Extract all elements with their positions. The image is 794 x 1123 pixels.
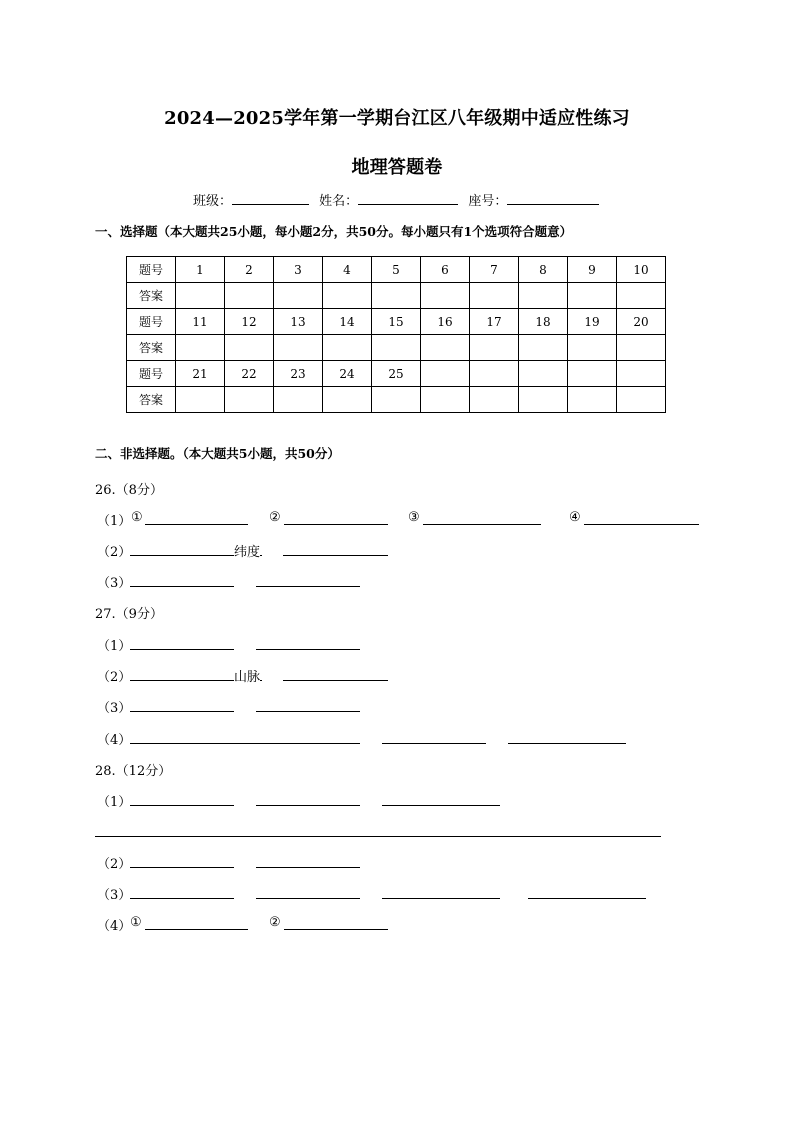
q27-title: 27.（9分） (95, 607, 163, 622)
question-number: 6 (421, 257, 470, 283)
question-number: 8 (519, 257, 568, 283)
student-info (193, 190, 599, 209)
answer-table (126, 256, 666, 413)
answer-cell[interactable] (519, 283, 568, 309)
q28-part1-label: （1） (97, 795, 132, 810)
question-number: 7 (470, 257, 519, 283)
answer-line[interactable] (130, 743, 360, 744)
table-row (127, 361, 666, 387)
q26-part1-label: （1） (97, 514, 132, 529)
answer-cell[interactable] (617, 283, 666, 309)
seat-field[interactable] (507, 192, 599, 205)
question-number: 1 (176, 257, 225, 283)
row-label-question: 题号 (127, 257, 176, 283)
answer-line[interactable] (256, 898, 360, 899)
answer-cell[interactable] (421, 335, 470, 361)
q26-part2-label: （2） (97, 545, 132, 560)
q26-part3-label: （3） (97, 576, 132, 591)
answer-cell[interactable] (176, 387, 225, 413)
table-row (127, 335, 666, 361)
answer-cell[interactable] (470, 387, 519, 413)
question-number: 3 (274, 257, 323, 283)
class-label: 班级： (193, 194, 233, 209)
answer-line[interactable] (256, 805, 360, 806)
q26-circle-4: ④ (569, 510, 581, 525)
q27-part2-label: （2） (97, 670, 132, 685)
answer-cell[interactable] (372, 335, 421, 361)
answer-cell[interactable] (274, 387, 323, 413)
answer-line[interactable] (382, 898, 500, 899)
question-number: 17 (470, 309, 519, 335)
question-number: 9 (568, 257, 617, 283)
answer-cell[interactable] (225, 283, 274, 309)
section1-heading: 一、选择题（本大题共25小题，每小题2分，共50分。每小题只有1个选项符合题意） (95, 224, 573, 239)
question-number: 13 (274, 309, 323, 335)
question-number: 11 (176, 309, 225, 335)
q27-mountain-word: 山脉 (234, 666, 260, 685)
question-number: 20 (617, 309, 666, 335)
answer-cell[interactable] (225, 335, 274, 361)
answer-line[interactable] (508, 743, 626, 744)
question-number: 15 (372, 309, 421, 335)
answer-cell[interactable] (617, 335, 666, 361)
answer-cell[interactable] (568, 335, 617, 361)
q26-latitude-word: 纬度 (234, 541, 260, 560)
answer-line[interactable] (256, 586, 360, 587)
exam-title: 2024—2025学年第一学期台江区八年级期中适应性练习 (164, 108, 630, 129)
q26-circle-1: ① (131, 510, 143, 525)
answer-cell[interactable] (421, 387, 470, 413)
answer-line[interactable] (528, 898, 646, 899)
table-row (127, 283, 666, 309)
q27-part4-label: （4） (97, 733, 132, 748)
section2-heading: 二、非选择题。（本大题共5小题，共50分） (95, 446, 340, 461)
question-number: 24 (323, 361, 372, 387)
question-number (568, 361, 617, 387)
answer-line[interactable] (130, 649, 234, 650)
answer-cell[interactable] (568, 387, 617, 413)
q28-title: 28.（12分） (95, 764, 172, 779)
question-number: 18 (519, 309, 568, 335)
answer-cell[interactable] (372, 387, 421, 413)
question-number: 22 (225, 361, 274, 387)
name-label: 姓名： (319, 194, 359, 209)
question-number: 4 (323, 257, 372, 283)
answer-line[interactable] (130, 586, 234, 587)
seat-label: 座号： (468, 194, 508, 209)
q28-part3-label: （3） (97, 888, 132, 903)
answer-cell[interactable] (225, 387, 274, 413)
answer-line[interactable] (130, 867, 234, 868)
answer-line[interactable] (423, 524, 541, 525)
answer-cell[interactable] (274, 335, 323, 361)
question-number: 16 (421, 309, 470, 335)
q27-part1-label: （1） (97, 639, 132, 654)
answer-line[interactable] (284, 524, 388, 525)
answer-cell[interactable] (617, 387, 666, 413)
answer-cell[interactable] (176, 335, 225, 361)
answer-line[interactable] (130, 711, 234, 712)
question-number: 25 (372, 361, 421, 387)
row-label-answer: 答案 (127, 283, 176, 309)
q28-circle-1: ① (130, 915, 142, 930)
question-number (519, 361, 568, 387)
question-number (421, 361, 470, 387)
answer-line[interactable] (382, 743, 486, 744)
answer-line[interactable] (256, 711, 360, 712)
answer-line[interactable] (130, 805, 234, 806)
answer-line[interactable] (584, 524, 699, 525)
answer-line[interactable] (130, 898, 234, 899)
name-field[interactable] (358, 192, 458, 205)
answer-cell[interactable] (470, 283, 519, 309)
row-label-answer: 答案 (127, 387, 176, 413)
answer-line[interactable] (382, 805, 500, 806)
exam-subtitle: 地理答题卷 (351, 157, 443, 178)
q27-part3-label: （3） (97, 701, 132, 716)
answer-cell[interactable] (568, 283, 617, 309)
answer-line[interactable] (284, 929, 388, 930)
answer-cell[interactable] (323, 387, 372, 413)
table-row (127, 387, 666, 413)
answer-line[interactable] (145, 524, 248, 525)
class-field[interactable] (232, 192, 309, 205)
answer-cell[interactable] (372, 283, 421, 309)
answer-cell[interactable] (519, 387, 568, 413)
question-number: 21 (176, 361, 225, 387)
answer-line[interactable] (95, 836, 661, 837)
question-number: 12 (225, 309, 274, 335)
answer-cell[interactable] (421, 283, 470, 309)
q26-circle-3: ③ (408, 510, 420, 525)
row-label-answer: 答案 (127, 335, 176, 361)
question-number: 2 (225, 257, 274, 283)
row-label-question: 题号 (127, 361, 176, 387)
answer-line[interactable] (145, 929, 248, 930)
answer-cell[interactable] (519, 335, 568, 361)
question-number: 5 (372, 257, 421, 283)
q28-part4-label: （4） (97, 919, 132, 934)
table-row (127, 257, 666, 283)
question-number (470, 361, 519, 387)
answer-line[interactable] (283, 555, 388, 556)
answer-cell[interactable] (323, 335, 372, 361)
answer-line[interactable] (283, 680, 388, 681)
question-number: 19 (568, 309, 617, 335)
q28-circle-2: ② (269, 915, 281, 930)
q28-part2-label: （2） (97, 857, 132, 872)
answer-cell[interactable] (274, 283, 323, 309)
answer-line[interactable] (256, 867, 360, 868)
answer-cell[interactable] (176, 283, 225, 309)
question-number (617, 361, 666, 387)
answer-cell[interactable] (470, 335, 519, 361)
row-label-question: 题号 (127, 309, 176, 335)
answer-line[interactable] (256, 649, 360, 650)
table-row (127, 309, 666, 335)
answer-cell[interactable] (323, 283, 372, 309)
q26-title: 26.（8分） (95, 483, 163, 498)
q26-circle-2: ② (269, 510, 281, 525)
question-number: 10 (617, 257, 666, 283)
question-number: 14 (323, 309, 372, 335)
question-number: 23 (274, 361, 323, 387)
